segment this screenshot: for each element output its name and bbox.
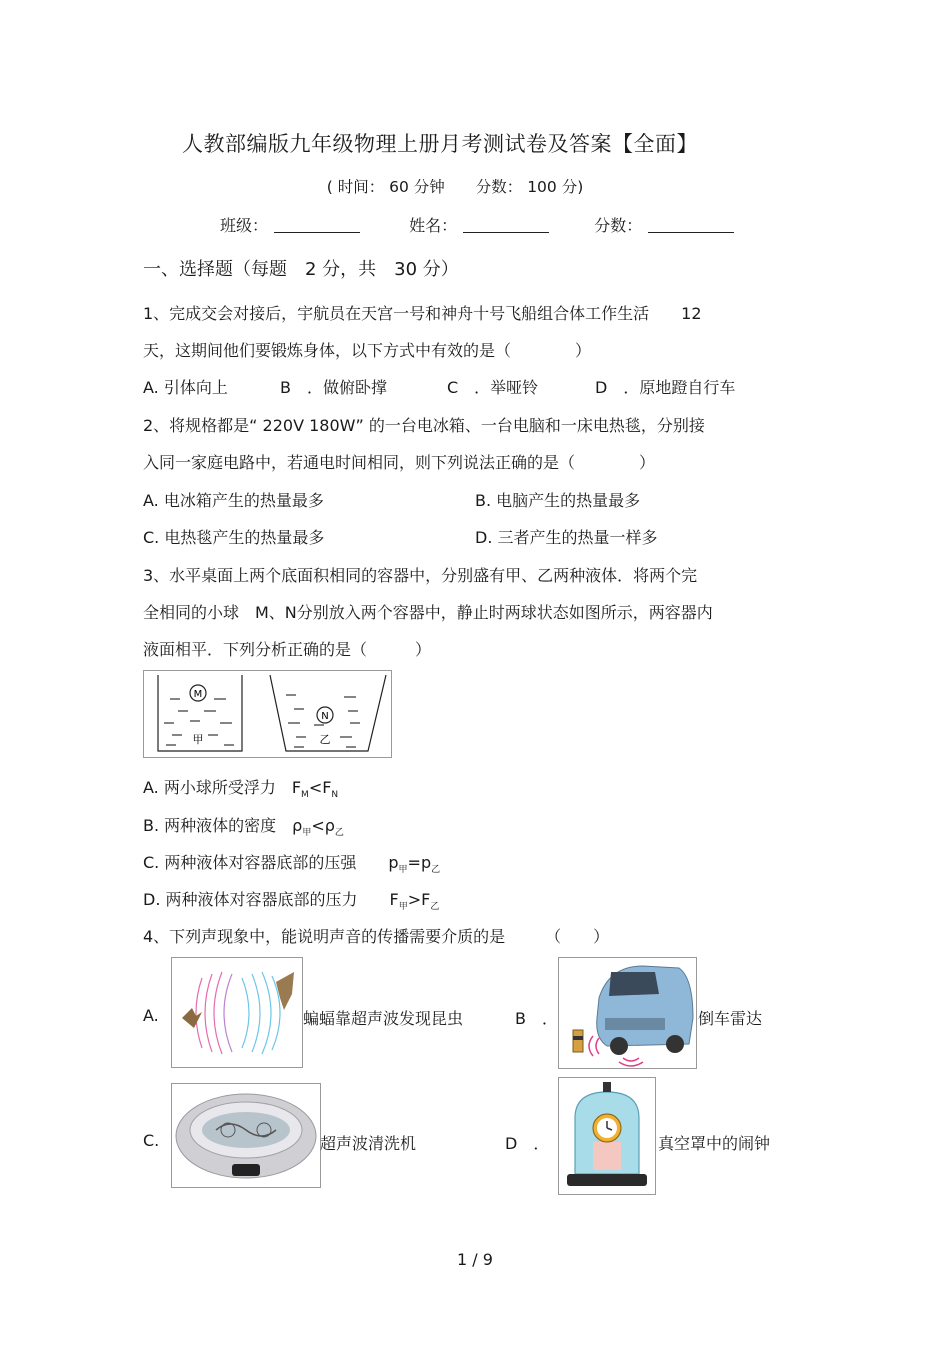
q3-container-figure [143, 670, 392, 758]
q1-option-c: C ．举哑铃 [447, 378, 539, 397]
q3-option-b-sub1: 甲 [302, 828, 312, 839]
q4-option-b-label: B ． [515, 1009, 558, 1028]
q3-option-c [143, 850, 440, 875]
score-label: 分数： [594, 216, 643, 235]
q3-option-b-sub2: 乙 [334, 828, 344, 839]
q2-option-d: D. 三者产生的热量一样多 [475, 528, 658, 547]
q4-option-d-label: D ． [505, 1134, 550, 1153]
q2-stem-line2: 入同一家庭电路中，若通电时间相同，则下列说法正确的是（ ） [143, 453, 656, 472]
ultrasonic-cleaner-image [171, 1083, 321, 1188]
q3-option-a-text: A. 两小球所受浮力 F [143, 778, 302, 797]
q3-option-b [143, 813, 344, 838]
q3-option-c-text: C. 两种液体对容器底部的压强 p [143, 853, 399, 872]
liquid-b-label: 乙 [319, 733, 331, 746]
q3-option-c-sub2: 乙 [431, 865, 441, 876]
q3-option-c-mid: =p [407, 853, 432, 872]
vacuum-bell-jar-image [558, 1077, 656, 1195]
q3-option-b-mid: <ρ [311, 816, 335, 835]
q3-option-d-sub2: 乙 [430, 902, 440, 913]
q4-option-c-text: 超声波清洗机 [320, 1134, 417, 1153]
page-title: 人教部编版九年级物理上册月考测试卷及答案【全面】 [182, 132, 698, 156]
q4-option-b-text: 倒车雷达 [698, 1009, 763, 1028]
class-blank[interactable] [274, 216, 360, 233]
q3-option-d-text: D. 两种液体对容器底部的压力 F [143, 890, 399, 909]
class-label: 班级： [220, 216, 269, 235]
q2-stem-line1: 2、将规格都是“ 220V 180W” 的一台电冰箱、一台电脑和一床电热毯，分别接 [143, 416, 705, 435]
name-blank[interactable] [463, 216, 549, 233]
q1-option-b: B ．做俯卧撑 [280, 378, 387, 397]
section-title: 一、选择题（每题 2 分，共 30 分） [143, 259, 459, 280]
exam-meta: ( 时间： 60 分钟 分数： 100 分) [326, 178, 584, 196]
q3-stem-line2: 全相同的小球 M、N分别放入两个容器中，静止时两球状态如图所示，两容器内 [143, 603, 713, 622]
q1-stem-line2: 天，这期间他们要锻炼身体，以下方式中有效的是（ ） [143, 341, 592, 360]
bat-ultrasound-image [171, 957, 303, 1068]
q2-option-c: C. 电热毯产生的热量最多 [143, 528, 325, 547]
q1-option-d: D ．原地蹬自行车 [595, 378, 736, 397]
q3-containers-drawing [144, 671, 391, 757]
q3-option-d-mid: >F [407, 890, 431, 909]
q3-option-b-text: B. 两种液体的密度 ρ [143, 816, 303, 835]
name-label: 姓名： [409, 216, 458, 235]
q3-option-a-sub2: N [331, 790, 339, 801]
q3-option-d-sub1: 甲 [398, 902, 408, 913]
q1-stem-line1: 1、完成交会对接后，宇航员在天宫一号和神舟十号飞船组合体工作生活 12 [143, 304, 702, 323]
car-reversing-radar-image [558, 957, 697, 1069]
q3-stem-line3: 液面相平．下列分析正确的是（ ） [143, 640, 432, 659]
q4-option-a-label: A. [143, 1006, 159, 1025]
q2-option-b: B. 电脑产生的热量最多 [475, 491, 641, 510]
cleaner-icon [172, 1084, 320, 1187]
score-blank[interactable] [648, 216, 734, 233]
bell-jar-clock-icon [559, 1078, 655, 1194]
q3-option-c-sub1: 甲 [398, 865, 408, 876]
ball-n-label: N [321, 711, 329, 722]
q3-option-d [143, 887, 439, 912]
q3-option-a [143, 775, 338, 800]
bat-icon [172, 958, 302, 1067]
q3-option-a-sub1: M [301, 790, 309, 801]
q1-option-a: A. 引体向上 [143, 378, 228, 397]
q3-stem-line1: 3、水平桌面上两个底面积相同的容器中，分别盛有甲、乙两种液体．将两个完 [143, 566, 698, 585]
car-icon [559, 958, 696, 1068]
q4-option-a-text: 蝙蝠靠超声波发现昆虫 [303, 1009, 464, 1028]
q2-option-a: A. 电冰箱产生的热量最多 [143, 491, 324, 510]
q4-option-d-text: 真空罩中的闹钟 [658, 1134, 771, 1153]
q4-stem: 4、下列声现象中，能说明声音的传播需要介质的是 （ ） [143, 927, 610, 946]
q3-option-a-mid: <F [308, 778, 332, 797]
ball-m-label: M [193, 689, 203, 700]
q4-option-c-label: C. [143, 1131, 160, 1150]
info-fields [220, 213, 734, 236]
page-number: 1 / 9 [457, 1250, 493, 1269]
liquid-a-label: 甲 [192, 733, 204, 746]
